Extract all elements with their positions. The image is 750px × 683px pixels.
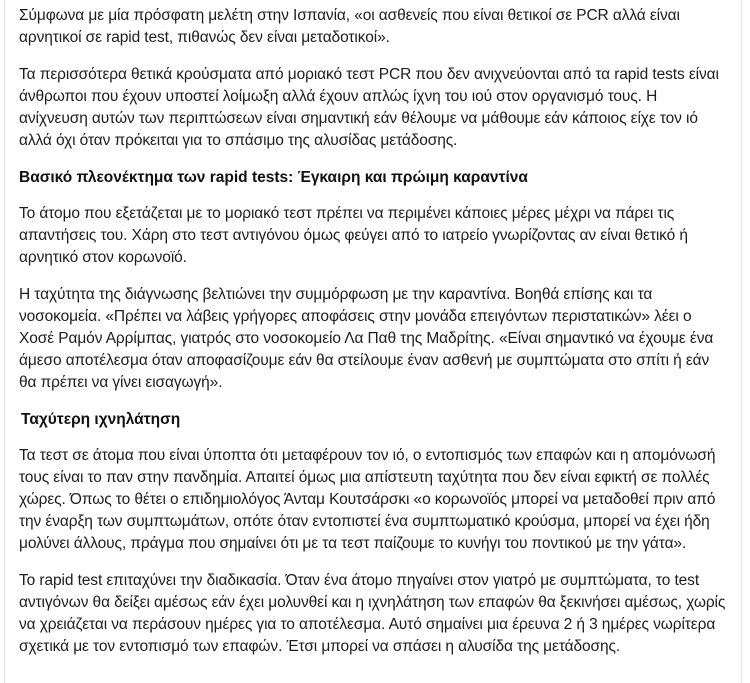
paragraph-contact-tracing: Τα τεστ σε άτομα που είναι ύποπτα ότι μεταφέρουν τον ιό, ο εντοπισμός των επαφών και η απομόνωσή τους είναι το παν στην πανδημία. Απαιτεί όμως μια απίστευτη ταχύτητα που δεν είναι εφικτή σε πολλές χώρες. Όπως το θέτει ο επιδημιολόγος Άνταμ Κουτσάρσκι «ο κορωνοϊός μπορεί να μεταδοθεί πριν από την έναρξη των συμπτωμάτων, οπότε όταν εντοπιστεί ένα συμπτωματικό κρούσμα, μπορεί να έχει ήδη μολύνει άλλους, πράγμα που σημαίνει ότι με τα τεστ παίζουμε το κυνήγι του ποντικού με την γάτα».: [19, 447, 716, 552]
heading-faster-tracing: Ταχύτερη ιχνηλάτηση: [21, 411, 181, 428]
paragraph-diagnosis-speed: Η ταχύτητα της διάγνωσης βελτιώνει την συμμόρφωση με την καραντίνα. Βοηθά επίσης και τα νοσοκομεία. «Πρέπει να λάβεις γρήγορες αποφάσεις στην μονάδα επειγόντων περιστατικών» λέει ο Χοσέ Ραμόν Αρρίμπας, γιατρός στο νοσοκομείο Λα Παθ της Μαδρίτης. «Είναι σημαντικό να έχουμε ένα άμεσο αποτέλεσμα όταν αποφασίζουμε εάν θα στείλουμε έναν ασθενή με συμπτώματα στο σπίτι ή εάν θα πρέπει να γίνει εισαγωγή».: [19, 286, 714, 391]
article-frame: [4, 0, 742, 683]
heading-early-quarantine: Βασικό πλεονέκτημα των rapid tests: Έγκαιρη και πρώιμη καραντίνα: [19, 169, 528, 186]
article-body: [19, 5, 729, 673]
paragraph-rapid-test-speedup: Το rapid test επιταχύνει την διαδικασία. Όταν ένα άτομο πηγαίνει στον γιατρό με συμπτώματα, το test αντιγόνων θα δείξει αμέσως εάν έχει μολυνθεί και η ιχνηλάτηση των επαφών θα ξεκινήσει αμέσως, χωρίς να χρειάζεται να περάσουν ημέρες για το αποτέλεσμα. Αυτό σημαίνει μια έρευνα 2 ή 3 ημέρες νωρίτερα σχετικά με τον εντοπισμό των επαφών. Έτσι μπορεί να σπάσει η αλυσίδα της μετάδοσης.: [19, 572, 726, 655]
paragraph-antigen-test: Το άτομο που εξετάζεται με το μοριακό τεστ πρέπει να περιμένει κάποιες μέρες μέχρι να πάρει τις απαντήσεις του. Χάρη στο τεστ αντιγόνου όμως φεύγει από το ιατρείο γνωρίζοντας αν είναι θετικό ή αρνητικό στον κορωνοϊό.: [19, 205, 688, 266]
paragraph-study: Σύμφωνα με μία πρόσφατη μελέτη στην Ισπανία, «οι ασθενείς που είναι θετικοί σε PCR αλλά είναι αρνητικοί σε rapid test, πιθανώς δεν είναι μεταδοτικοί».: [19, 7, 680, 46]
paragraph-pcr-cases: Τα περισσότερα θετικά κρούσματα από μοριακό τεστ PCR που δεν ανιχνεύονται από τα rapid tests είναι άνθρωποι που έχουν υποστεί λοίμωξη αλλά έχουν απλώς ίχνη του ιού στον οργανισμό τους. Η ανίχνευση αυτών των περιπτώσεων είναι σημαντική εάν θέλουμε να μάθουμε εάν κάποιος είχε τον ιό αλλά όχι όταν πρόκειται για το σπάσιμο της αλυσίδας μετάδοσης.: [19, 66, 719, 149]
